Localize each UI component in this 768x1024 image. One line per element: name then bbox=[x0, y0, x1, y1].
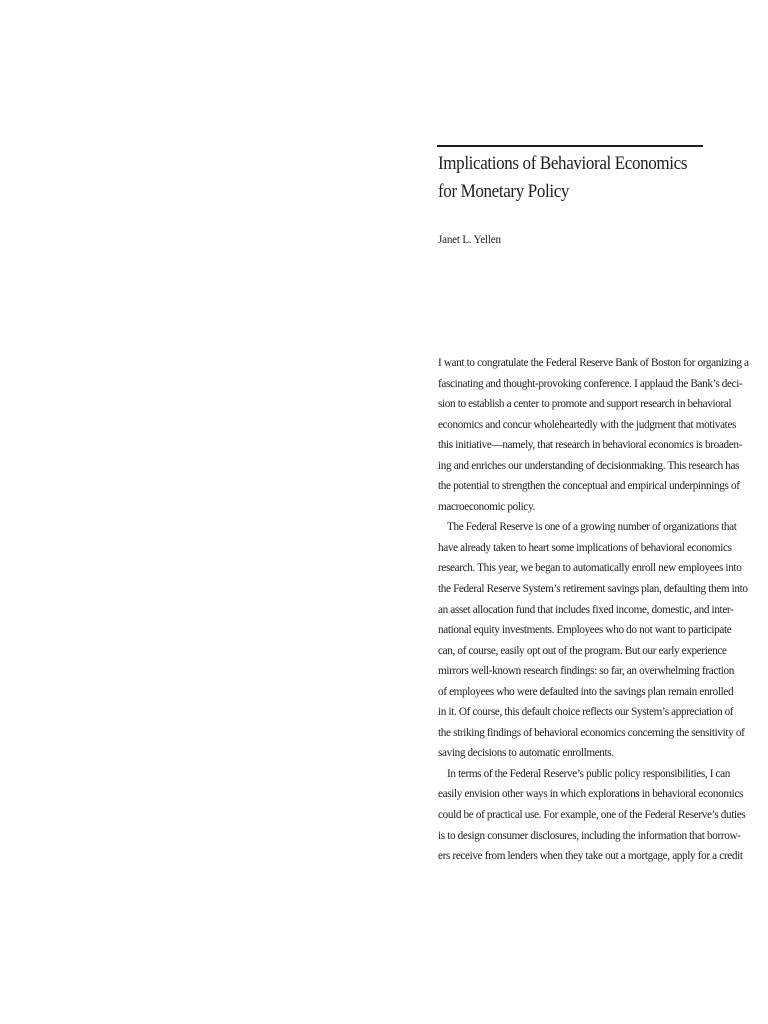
body-line: macroeconomic policy. bbox=[438, 500, 535, 513]
article-title bbox=[438, 150, 688, 206]
body-line: mirrors well-known research findings: so far, an overwhelming fraction bbox=[438, 665, 734, 678]
body-line: national equity investments. Employees who do not want to participate bbox=[438, 624, 732, 637]
body-line: the potential to strengthen the conceptual and empirical underpinnings of bbox=[438, 480, 740, 493]
body-line: fascinating and thought-provoking conference. I applaud the Bank’s deci- bbox=[438, 377, 743, 390]
article-title-line-2: for Monetary Policy bbox=[438, 182, 570, 202]
body-line: saving decisions to automatic enrollments. bbox=[438, 747, 614, 760]
body-line: The Federal Reserve is one of a growing number of organizations that bbox=[447, 521, 737, 534]
body-line: of employees who were defaulted into the savings plan remain enrolled bbox=[438, 685, 734, 698]
article-title-line-1: Implications of Behavioral Economics bbox=[438, 154, 688, 174]
body-line: an asset allocation fund that includes fixed income, domestic, and inter- bbox=[438, 603, 734, 616]
body-line: the Federal Reserve System’s retirement savings plan, defaulting them into bbox=[438, 583, 748, 596]
body-line: I want to congratulate the Federal Reserve Bank of Boston for organizing a bbox=[438, 357, 749, 369]
body-line: sion to establish a center to promote and support research in behavioral bbox=[438, 398, 732, 411]
body-line: ers receive from lenders when they take out a mortgage, apply for a credit bbox=[438, 850, 743, 863]
article-body bbox=[438, 353, 749, 867]
author-name: Janet L. Yellen bbox=[438, 232, 501, 246]
body-line: In terms of the Federal Reserve’s public policy responsibilities, I can bbox=[447, 767, 731, 780]
body-line: ing and enriches our understanding of decisionmaking. This research has bbox=[438, 459, 740, 472]
body-line: this initiative—namely, that research in behavioral economics is broaden- bbox=[438, 439, 742, 452]
body-line: research. This year, we began to automatically enroll new employees into bbox=[438, 562, 742, 575]
body-line: easily envision other ways in which explorations in behavioral economics bbox=[438, 788, 744, 801]
body-line: economics and concur wholeheartedly with the judgment that motivates bbox=[438, 418, 737, 431]
body-line: have already taken to heart some implications of behavioral economics bbox=[438, 541, 732, 554]
body-line: could be of practical use. For example, one of the Federal Reserve’s duties bbox=[438, 809, 746, 822]
title-rule bbox=[437, 145, 703, 147]
body-line: can, of course, easily opt out of the program. But our early experience bbox=[438, 644, 727, 657]
body-line: the striking findings of behavioral economics concerning the sensitivity of bbox=[438, 726, 745, 739]
body-line: in it. Of course, this default choice reflects our System’s appreciation of bbox=[438, 706, 734, 719]
body-line: is to design consumer disclosures, including the information that borrow- bbox=[438, 829, 741, 842]
